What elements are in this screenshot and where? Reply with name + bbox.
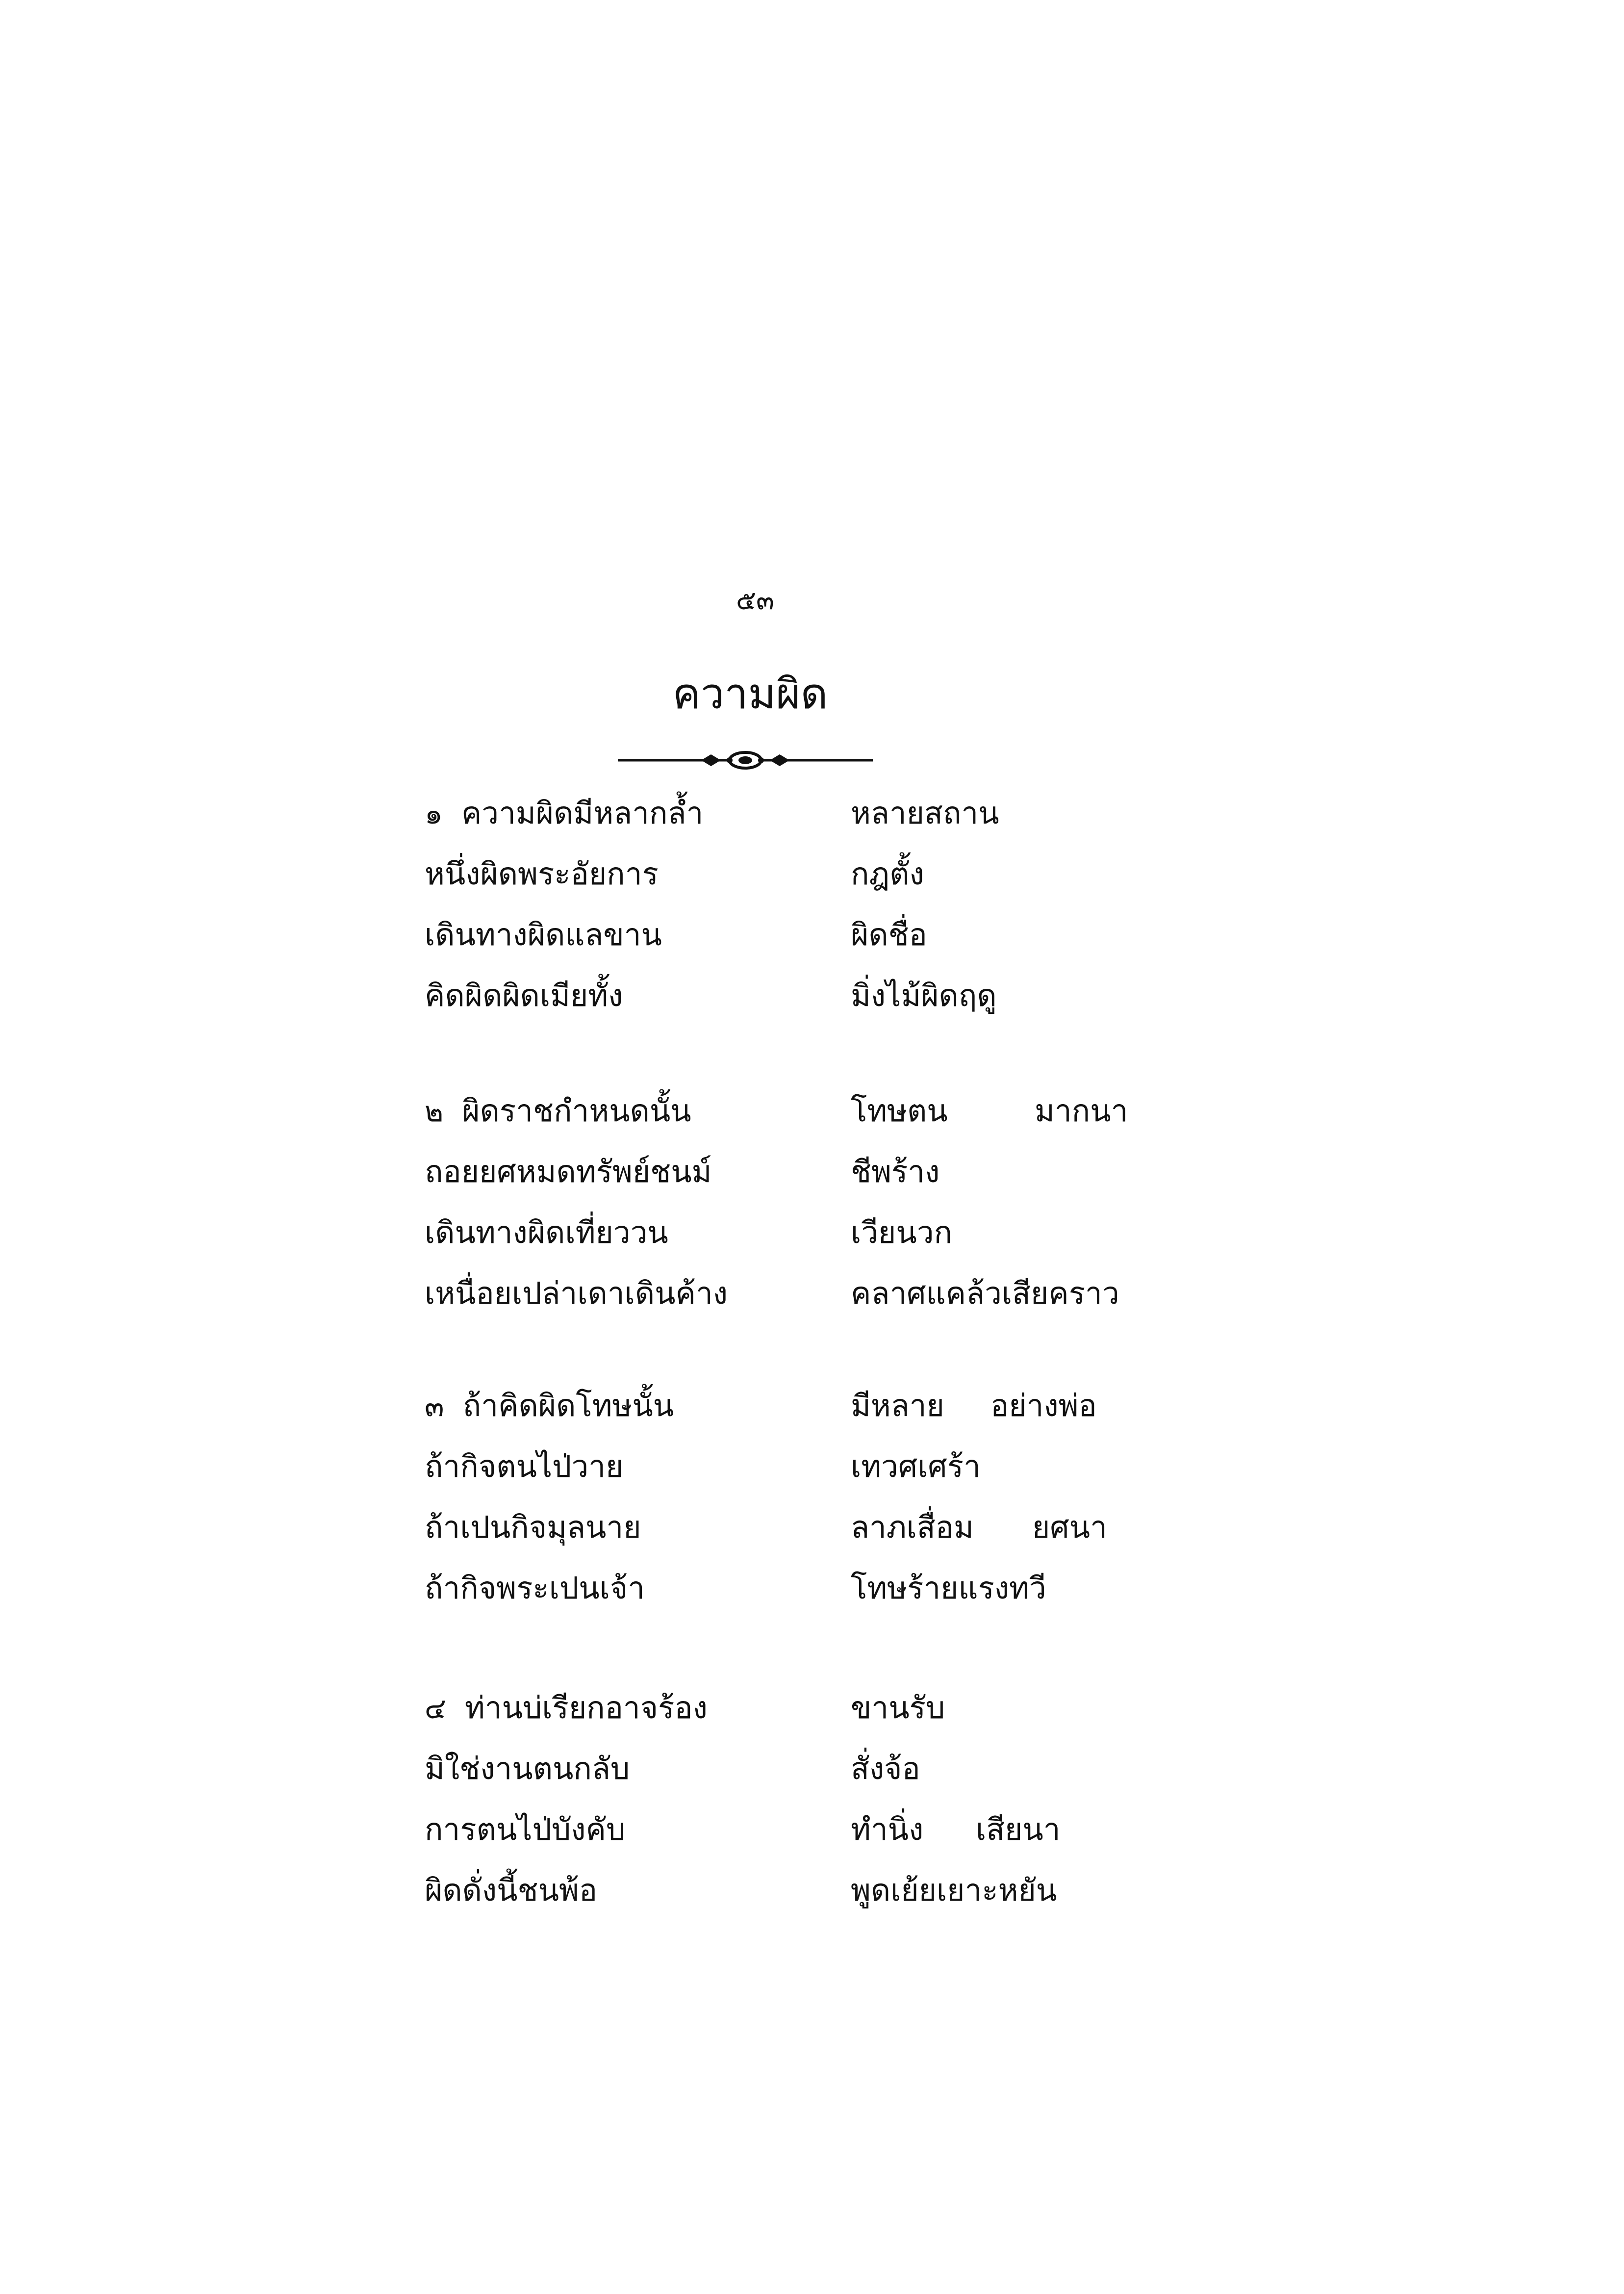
line-first-half: เหนื่อยเปล่าเดาเดินค้าง <box>425 1275 728 1311</box>
line-second-half: ชีพร้าง <box>851 1154 940 1189</box>
line-second-half: เทวศเศร้า <box>851 1448 981 1484</box>
line-second-half: สั่งจ้อ <box>851 1751 920 1786</box>
line-extra-word: เสียนา <box>976 1811 1061 1847</box>
poem-line <box>0 1564 1624 1624</box>
line-second-half: มีหลาย <box>851 1388 944 1423</box>
poem-line <box>0 1805 1624 1866</box>
line-second-half: ทำนิ่ง <box>851 1811 924 1847</box>
poem-line <box>0 850 1624 910</box>
poem-line <box>0 971 1624 1032</box>
poem-line <box>0 1381 1624 1442</box>
poem-line <box>0 1086 1624 1147</box>
line-first-half: เดินทางผิดแลขาน <box>425 917 662 953</box>
line-first-half: ถ้าเปนกิจมุลนาย <box>425 1509 641 1545</box>
poem-line <box>0 1269 1624 1330</box>
poem-line <box>0 1744 1624 1805</box>
stanza-number: ๑ <box>425 797 443 830</box>
poem-line <box>0 789 1624 850</box>
line-second-half: ผิดชื่อ <box>851 917 927 953</box>
poem-line <box>0 910 1624 971</box>
page-number: ๕๓ <box>736 585 774 616</box>
line-second-half: พูดเย้ยเยาะหยัน <box>851 1872 1057 1908</box>
line-first-half: ความผิดมีหลากล้ำ <box>461 795 704 831</box>
line-extra-word: ยศนา <box>1032 1509 1107 1545</box>
line-second-half: โทษร้ายแรงทวี <box>851 1570 1046 1606</box>
poem-title: ความผิด <box>672 670 828 719</box>
line-first-half: คิดผิดผิดเมียทั้ง <box>425 978 623 1013</box>
poem-line <box>0 1683 1624 1744</box>
poem-line <box>0 1147 1624 1208</box>
line-first-half: ผิดราชกำหนดนั้น <box>462 1093 691 1129</box>
stanza-number: ๓ <box>425 1390 444 1423</box>
line-first-half: ถ้ากิจพระเปนเจ้า <box>425 1570 645 1606</box>
poem-line <box>0 1866 1624 1927</box>
line-extra-word: มากนา <box>1035 1093 1128 1129</box>
line-second-half: กฎตั้ง <box>851 856 924 892</box>
line-second-half: ขานรับ <box>851 1690 945 1726</box>
line-first-half: การตนไป่บังคับ <box>425 1811 626 1847</box>
line-first-half: เดินทางผิดเที่ยววน <box>425 1214 668 1250</box>
line-first-half: ถ้าคิดผิดโทษนั้น <box>462 1388 674 1423</box>
poem-line <box>0 1442 1624 1503</box>
stanza-number: ๔ <box>425 1692 446 1725</box>
line-first-half: ถ้ากิจตนไป่วาย <box>425 1448 624 1484</box>
line-first-half: ท่านบ่เรียกอาจร้อง <box>464 1690 708 1726</box>
stanza-number: ๒ <box>425 1095 444 1128</box>
line-second-half: มิ่งไม้ผิดฤดู <box>851 978 997 1013</box>
line-second-half: โทษตน <box>851 1093 948 1129</box>
line-first-half: ผิดดั่งนี้ชนพ้อ <box>425 1872 598 1908</box>
line-first-half: ถอยยศหมดทรัพย์ชนม์ <box>425 1154 712 1189</box>
line-second-half: เวียนวก <box>851 1214 953 1250</box>
line-first-half: หนึ่งผิดพระอัยการ <box>425 856 659 892</box>
poem-line <box>0 1503 1624 1564</box>
line-second-half: คลาศแคล้วเสียคราว <box>851 1275 1119 1311</box>
title-ornament <box>618 746 873 775</box>
line-second-half: หลายสถาน <box>851 795 999 831</box>
line-extra-word: อย่างพ่อ <box>990 1388 1097 1423</box>
line-first-half: มิใช่งานตนกลับ <box>425 1751 630 1786</box>
poem-line <box>0 1208 1624 1269</box>
line-second-half: ลาภเสื่อม <box>851 1509 974 1545</box>
